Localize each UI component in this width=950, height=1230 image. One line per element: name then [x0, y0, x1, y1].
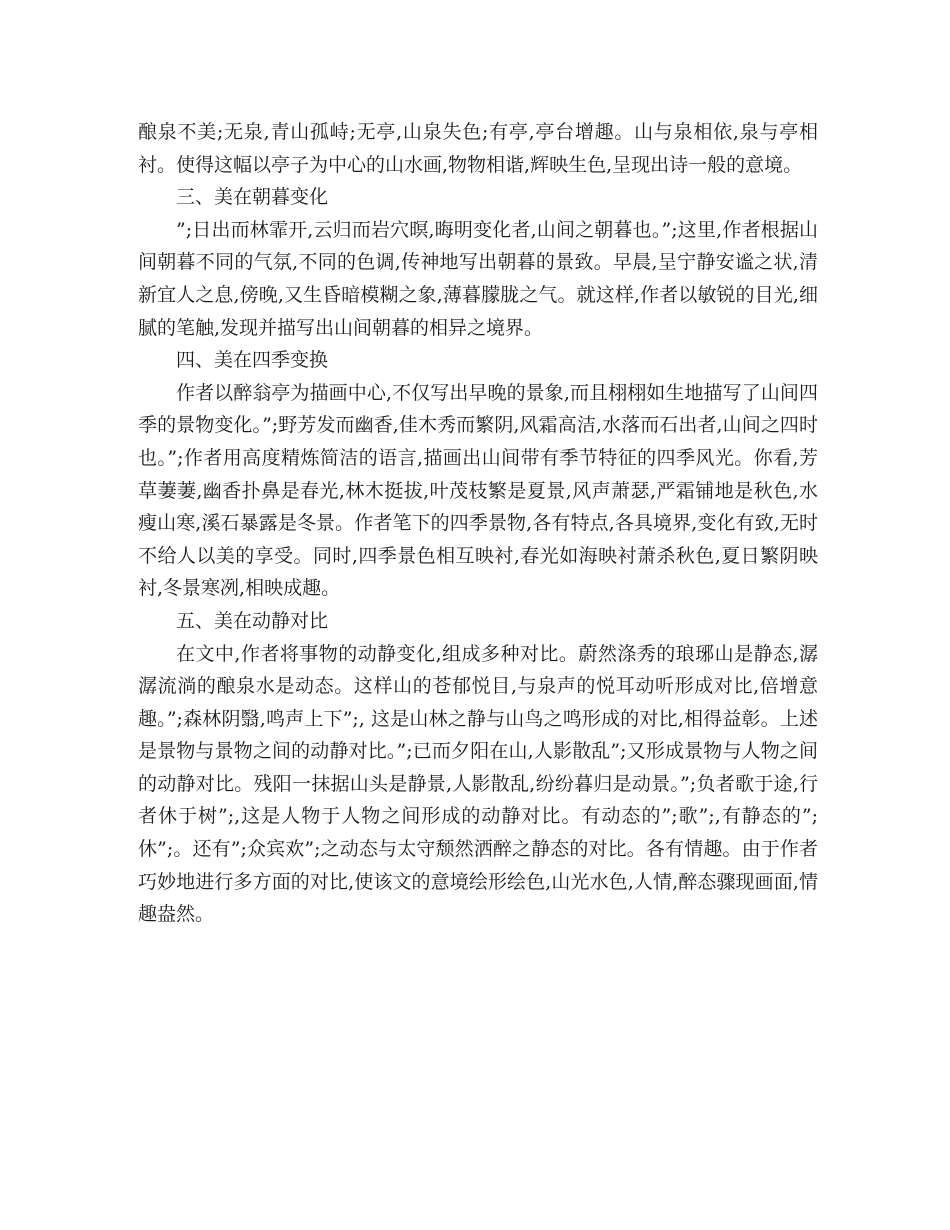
- paragraph-morning-evening: ”;日出而林霏开,云归而岩穴暝,晦明变化者,山间之朝暮也。”;这里,作者根据山间朝暮不同的气氛,不同的色调,传神地写出朝暮的景致。早晨,呈宁静安谧之状,清新宜人之息,傍晚,又生昏暗模糊之象,薄暮朦胧之气。就这样,作者以敏锐的目光,细腻的笔触,发现并描写出山间朝暮的相异之境界。: [138, 218, 818, 339]
- paragraph-motion-stillness: 在文中,作者将事物的动静变化,组成多种对比。蔚然涤秀的琅琊山是静态,潺潺流淌的酿泉水是动态。这样山的苍郁悦目,与泉声的悦耳动听形成对比,倍增意趣。”;森林阴翳,鸣声上下”;, 这是山林之静与山鸟之鸣形成的对比,相得益彰。上述是景物与景物之间的动静对比。”;已而夕阳在山,人影散乱”;又形成景物与人物之间的动静对比。残阳一抹据山头是静景,人影散乱,纷纷暮归是动景。”;负者歌于途,行者休于树”;,这是人物于人物之间形成的动静对比。有动态的”;歌”;,有静态的”;休”;。还有”;众宾欢”;之动态与太守颓然洒醉之静态的对比。各有情趣。由于作者巧妙地进行多方面的对比,使该文的意境绘形绘色,山光水色,人情,醉态骤现画面,情趣盎然。: [138, 642, 818, 926]
- section-heading-motion-stillness: 五、美在动静对比: [176, 609, 329, 632]
- paragraph-four-seasons: 作者以醉翁亭为描画中心,不仅写出早晚的景象,而且栩栩如生地描写了山间四季的景物变化。”;野芳发而幽香,佳木秀而繁阴,风霜高洁,水落而石出者,山间之四时也。”;作者用高度精炼简洁的语言,描画出山间带有季节特征的四季风光。你看,芳草萋萋,幽香扑鼻是春光,林木挺拔,叶茂枝繁是夏景,风声萧瑟,严霜铺地是秋色,水瘦山寒,溪石暴露是冬景。作者笔下的四季景物,各有特点,各具境界,变化有致,无时不给人以美的享受。同时,四季景色相互映衬,春光如海映衬萧杀秋色,夏日繁阴映衬,冬景寒冽,相映成趣。: [138, 381, 818, 600]
- paragraph-landscape-harmony: 酿泉不美;无泉,青山孤峙;无亭,山泉失色;有亭,亭台增趣。山与泉相依,泉与亭相衬。使得这幅以亭子为中心的山水画,物物相谐,辉映生色,呈现出诗一般的意境。: [138, 121, 818, 176]
- section-heading-four-seasons: 四、美在四季变换: [176, 349, 329, 372]
- section-heading-morning-evening: 三、美在朝暮变化: [176, 186, 329, 209]
- document-body: [138, 116, 818, 931]
